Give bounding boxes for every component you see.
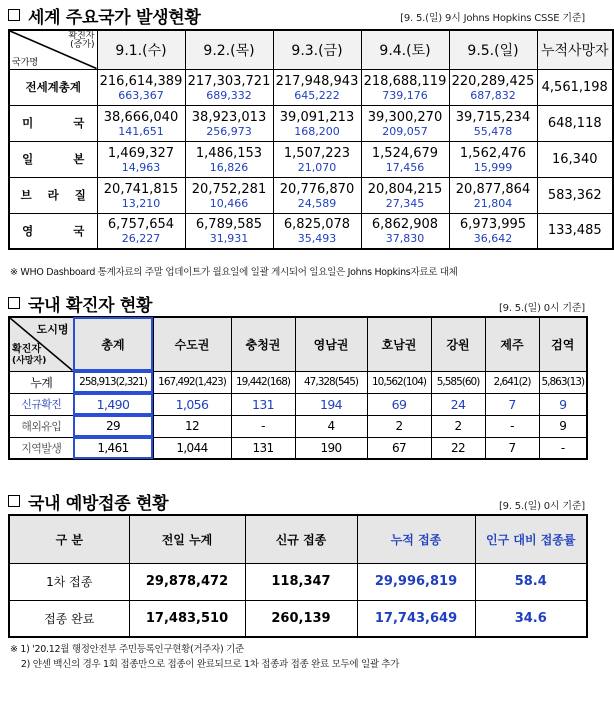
case-cell <box>273 177 361 213</box>
case-cell <box>97 69 185 105</box>
date-header: 9.2.(목) <box>185 30 273 69</box>
date-header: 9.5.(일) <box>449 30 537 69</box>
cumulative-cases: 20,804,215 <box>367 181 443 197</box>
case-cell <box>185 177 273 213</box>
cumulative-cases: 38,666,040 <box>103 109 179 125</box>
new-cases: 15,999 <box>473 160 513 174</box>
case-cell <box>97 177 185 213</box>
cumulative-cases: 20,752,281 <box>191 181 267 197</box>
region-value: 4 <box>295 415 367 437</box>
region-header: 제주 <box>485 317 539 371</box>
row-label: 누계 <box>9 371 73 393</box>
checkbox-square-icon <box>8 297 20 309</box>
case-cell <box>97 213 185 249</box>
new-cases: 27,345 <box>385 196 425 210</box>
case-cell <box>449 213 537 249</box>
corner-top-label: 확진자 <box>68 31 95 41</box>
region-value: 19,442(168) <box>231 371 295 393</box>
corner-top-label2: (증가) <box>70 40 95 50</box>
cumulative-cases: 6,825,078 <box>283 217 351 233</box>
domestic-cases-table <box>8 316 588 460</box>
table-header-row <box>9 515 587 563</box>
new-cases: 17,456 <box>385 160 425 174</box>
region-value: 5,863(13) <box>539 371 587 393</box>
region-value: 1,056 <box>153 393 231 415</box>
region-value: 7 <box>485 437 539 459</box>
new-cases: 739,176 <box>382 88 428 102</box>
region-header: 강원 <box>431 317 485 371</box>
new-cases: 209,057 <box>382 124 428 138</box>
region-header: 검역 <box>539 317 587 371</box>
corner-top-label: 도시명 <box>36 323 69 336</box>
region-header: 영남권 <box>295 317 367 371</box>
new-cases: 16,826 <box>209 160 249 174</box>
section3-note: 2) 얀센 백신의 경우 1회 접종만으로 접종이 완료되므로 1차 접종과 접종 완료 모두에 일괄 추가 <box>10 659 400 670</box>
vaccination-value: 29,878,472 <box>129 563 245 600</box>
cumulative-cases: 217,948,943 <box>275 73 359 89</box>
corner-bottom-label: 국가명 <box>12 57 39 68</box>
row-label: 해외유입 <box>9 415 73 437</box>
table-row <box>9 69 613 105</box>
new-cases: 13,210 <box>121 196 161 210</box>
section3-note: ※ 1) '20.12월 행정안전부 주민등록인구현황(거주자) 기준 <box>10 644 244 655</box>
cumulative-cases: 6,757,654 <box>107 217 175 233</box>
country-name: 영 국 <box>9 213 97 249</box>
region-value: 190 <box>295 437 367 459</box>
column-header: 누적 접종 <box>357 515 475 563</box>
corner-bottom-label2: (사망자) <box>12 355 47 366</box>
table-row <box>9 437 587 459</box>
section2-date: [9. 5.(일) 0시 기준] <box>498 303 585 314</box>
region-header: 호남권 <box>367 317 431 371</box>
case-cell <box>185 69 273 105</box>
case-cell <box>361 213 449 249</box>
checkbox-square-icon <box>8 495 20 507</box>
section1-heading <box>8 4 200 26</box>
case-cell <box>185 105 273 141</box>
case-cell <box>449 69 537 105</box>
section3-date: [9. 5.(일) 0시 기준] <box>498 501 585 512</box>
row-label: 지역발생 <box>9 437 73 459</box>
cumulative-cases: 20,776,870 <box>279 181 355 197</box>
country-name: 미 국 <box>9 105 97 141</box>
table-row <box>9 177 613 213</box>
case-cell <box>273 105 361 141</box>
region-value: 67 <box>367 437 431 459</box>
vaccination-value: 58.4 <box>475 563 587 600</box>
vaccination-table <box>8 514 588 638</box>
deaths-header: 누적사망자 <box>537 30 613 69</box>
corner-bottom-label: 확진자 <box>12 343 41 355</box>
table-row <box>9 563 587 600</box>
cumulative-deaths: 133,485 <box>537 213 613 249</box>
table-row <box>9 105 613 141</box>
country-name: 전세계총계 <box>9 69 97 105</box>
cumulative-deaths: 4,561,198 <box>537 69 613 105</box>
new-cases: 14,963 <box>121 160 161 174</box>
table-row <box>9 415 587 437</box>
corner-cell <box>9 30 97 69</box>
cumulative-deaths: 648,118 <box>537 105 613 141</box>
region-value: 131 <box>231 437 295 459</box>
row-label: 신규확진 <box>9 393 73 415</box>
case-cell <box>273 69 361 105</box>
cumulative-cases: 1,524,679 <box>371 145 439 161</box>
region-value: 12 <box>153 415 231 437</box>
table-row <box>9 600 587 637</box>
checkbox-square-icon <box>8 9 20 21</box>
case-cell <box>449 105 537 141</box>
new-cases: 168,200 <box>294 124 340 138</box>
cumulative-cases: 20,877,864 <box>455 181 531 197</box>
case-cell <box>97 105 185 141</box>
cumulative-deaths: 583,362 <box>537 177 613 213</box>
cumulative-cases: 1,562,476 <box>459 145 527 161</box>
table-row <box>9 141 613 177</box>
vaccination-value: 118,347 <box>245 563 357 600</box>
region-header: 충청권 <box>231 317 295 371</box>
date-header: 9.1.(수) <box>97 30 185 69</box>
region-value: 24 <box>431 393 485 415</box>
region-value: 131 <box>231 393 295 415</box>
case-cell <box>361 141 449 177</box>
cumulative-cases: 218,688,119 <box>363 73 447 89</box>
section3-heading <box>8 490 168 512</box>
new-cases: 35,493 <box>297 232 337 246</box>
vaccination-value: 17,483,510 <box>129 600 245 637</box>
new-cases: 37,830 <box>385 232 425 246</box>
region-value: 9 <box>539 415 587 437</box>
new-cases: 21,804 <box>473 196 513 210</box>
region-value: 10,562(104) <box>367 371 431 393</box>
region-value: 1,044 <box>153 437 231 459</box>
region-value: 167,492(1,423) <box>153 371 231 393</box>
country-name: 브 라 질 <box>9 177 97 213</box>
cumulative-cases: 39,300,270 <box>367 109 443 125</box>
new-cases: 10,466 <box>209 196 249 210</box>
corner-cell <box>9 317 73 371</box>
new-cases: 141,651 <box>118 124 164 138</box>
new-cases: 36,642 <box>473 232 513 246</box>
case-cell <box>273 213 361 249</box>
case-cell <box>361 105 449 141</box>
region-value: 5,585(60) <box>431 371 485 393</box>
region-header-total: 총계 <box>73 317 153 371</box>
case-cell <box>185 213 273 249</box>
table-header-row <box>9 30 613 69</box>
cumulative-cases: 217,303,721 <box>187 73 271 89</box>
region-value: 1,490 <box>73 393 153 415</box>
new-cases: 256,973 <box>206 124 252 138</box>
region-value: - <box>539 437 587 459</box>
region-value: 29 <box>73 415 153 437</box>
region-value: 194 <box>295 393 367 415</box>
cumulative-cases: 6,862,908 <box>371 217 439 233</box>
cumulative-cases: 20,741,815 <box>103 181 179 197</box>
vaccination-value: 29,996,819 <box>357 563 475 600</box>
new-cases: 26,227 <box>121 232 161 246</box>
case-cell <box>361 69 449 105</box>
cumulative-cases: 39,715,234 <box>455 109 531 125</box>
country-name: 일 본 <box>9 141 97 177</box>
date-header: 9.3.(금) <box>273 30 361 69</box>
region-value: - <box>231 415 295 437</box>
table-row <box>9 371 587 393</box>
new-cases: 645,222 <box>294 88 340 102</box>
section1-title: 세계 주요국가 발생현황 <box>28 7 201 28</box>
column-header: 신규 접종 <box>245 515 357 563</box>
row-label: 1차 접종 <box>9 563 129 600</box>
region-value: - <box>485 415 539 437</box>
new-cases: 24,589 <box>297 196 337 210</box>
region-value: 1,461 <box>73 437 153 459</box>
case-cell <box>449 177 537 213</box>
region-value: 2 <box>367 415 431 437</box>
world-cases-table <box>8 29 614 250</box>
section3-title: 국내 예방접종 현황 <box>28 493 169 514</box>
vaccination-value: 260,139 <box>245 600 357 637</box>
case-cell <box>449 141 537 177</box>
region-value: 69 <box>367 393 431 415</box>
section1-note: ※ WHO Dashboard 통계자료의 주말 업데이트가 월요일에 일괄 게시되어 일요일은 Johns Hopkins자료로 대체 <box>10 267 458 278</box>
row-label: 접종 완료 <box>9 600 129 637</box>
table-header-row <box>9 317 587 371</box>
section2-heading <box>8 292 152 314</box>
table-row <box>9 213 613 249</box>
case-cell <box>273 141 361 177</box>
cumulative-cases: 1,469,327 <box>107 145 175 161</box>
new-cases: 55,478 <box>473 124 513 138</box>
new-cases: 689,332 <box>206 88 252 102</box>
cumulative-cases: 220,289,425 <box>451 73 535 89</box>
cumulative-cases: 6,973,995 <box>459 217 527 233</box>
new-cases: 687,832 <box>470 88 516 102</box>
case-cell <box>185 141 273 177</box>
new-cases: 21,070 <box>297 160 337 174</box>
region-value: 47,328(545) <box>295 371 367 393</box>
cumulative-cases: 1,507,223 <box>283 145 351 161</box>
new-cases: 31,931 <box>209 232 249 246</box>
section2-title: 국내 확진자 현황 <box>28 295 153 316</box>
section1-date: [9. 5.(일) 9시 Johns Hopkins CSSE 기준] <box>400 13 585 24</box>
region-value: 2 <box>431 415 485 437</box>
vaccination-value: 34.6 <box>475 600 587 637</box>
column-header: 인구 대비 접종률 <box>475 515 587 563</box>
column-header: 구 분 <box>9 515 129 563</box>
region-value: 7 <box>485 393 539 415</box>
new-cases: 663,367 <box>118 88 164 102</box>
region-value: 258,913(2,321) <box>73 371 153 393</box>
date-header: 9.4.(토) <box>361 30 449 69</box>
region-value: 9 <box>539 393 587 415</box>
region-value: 2,641(2) <box>485 371 539 393</box>
cumulative-cases: 6,789,585 <box>195 217 263 233</box>
cumulative-cases: 38,923,013 <box>191 109 267 125</box>
table-row <box>9 393 587 415</box>
case-cell <box>361 177 449 213</box>
cumulative-cases: 216,614,389 <box>99 73 183 89</box>
cumulative-deaths: 16,340 <box>537 141 613 177</box>
column-header: 전일 누계 <box>129 515 245 563</box>
region-header: 수도권 <box>153 317 231 371</box>
region-value: 22 <box>431 437 485 459</box>
cumulative-cases: 39,091,213 <box>279 109 355 125</box>
vaccination-value: 17,743,649 <box>357 600 475 637</box>
cumulative-cases: 1,486,153 <box>195 145 263 161</box>
case-cell <box>97 141 185 177</box>
